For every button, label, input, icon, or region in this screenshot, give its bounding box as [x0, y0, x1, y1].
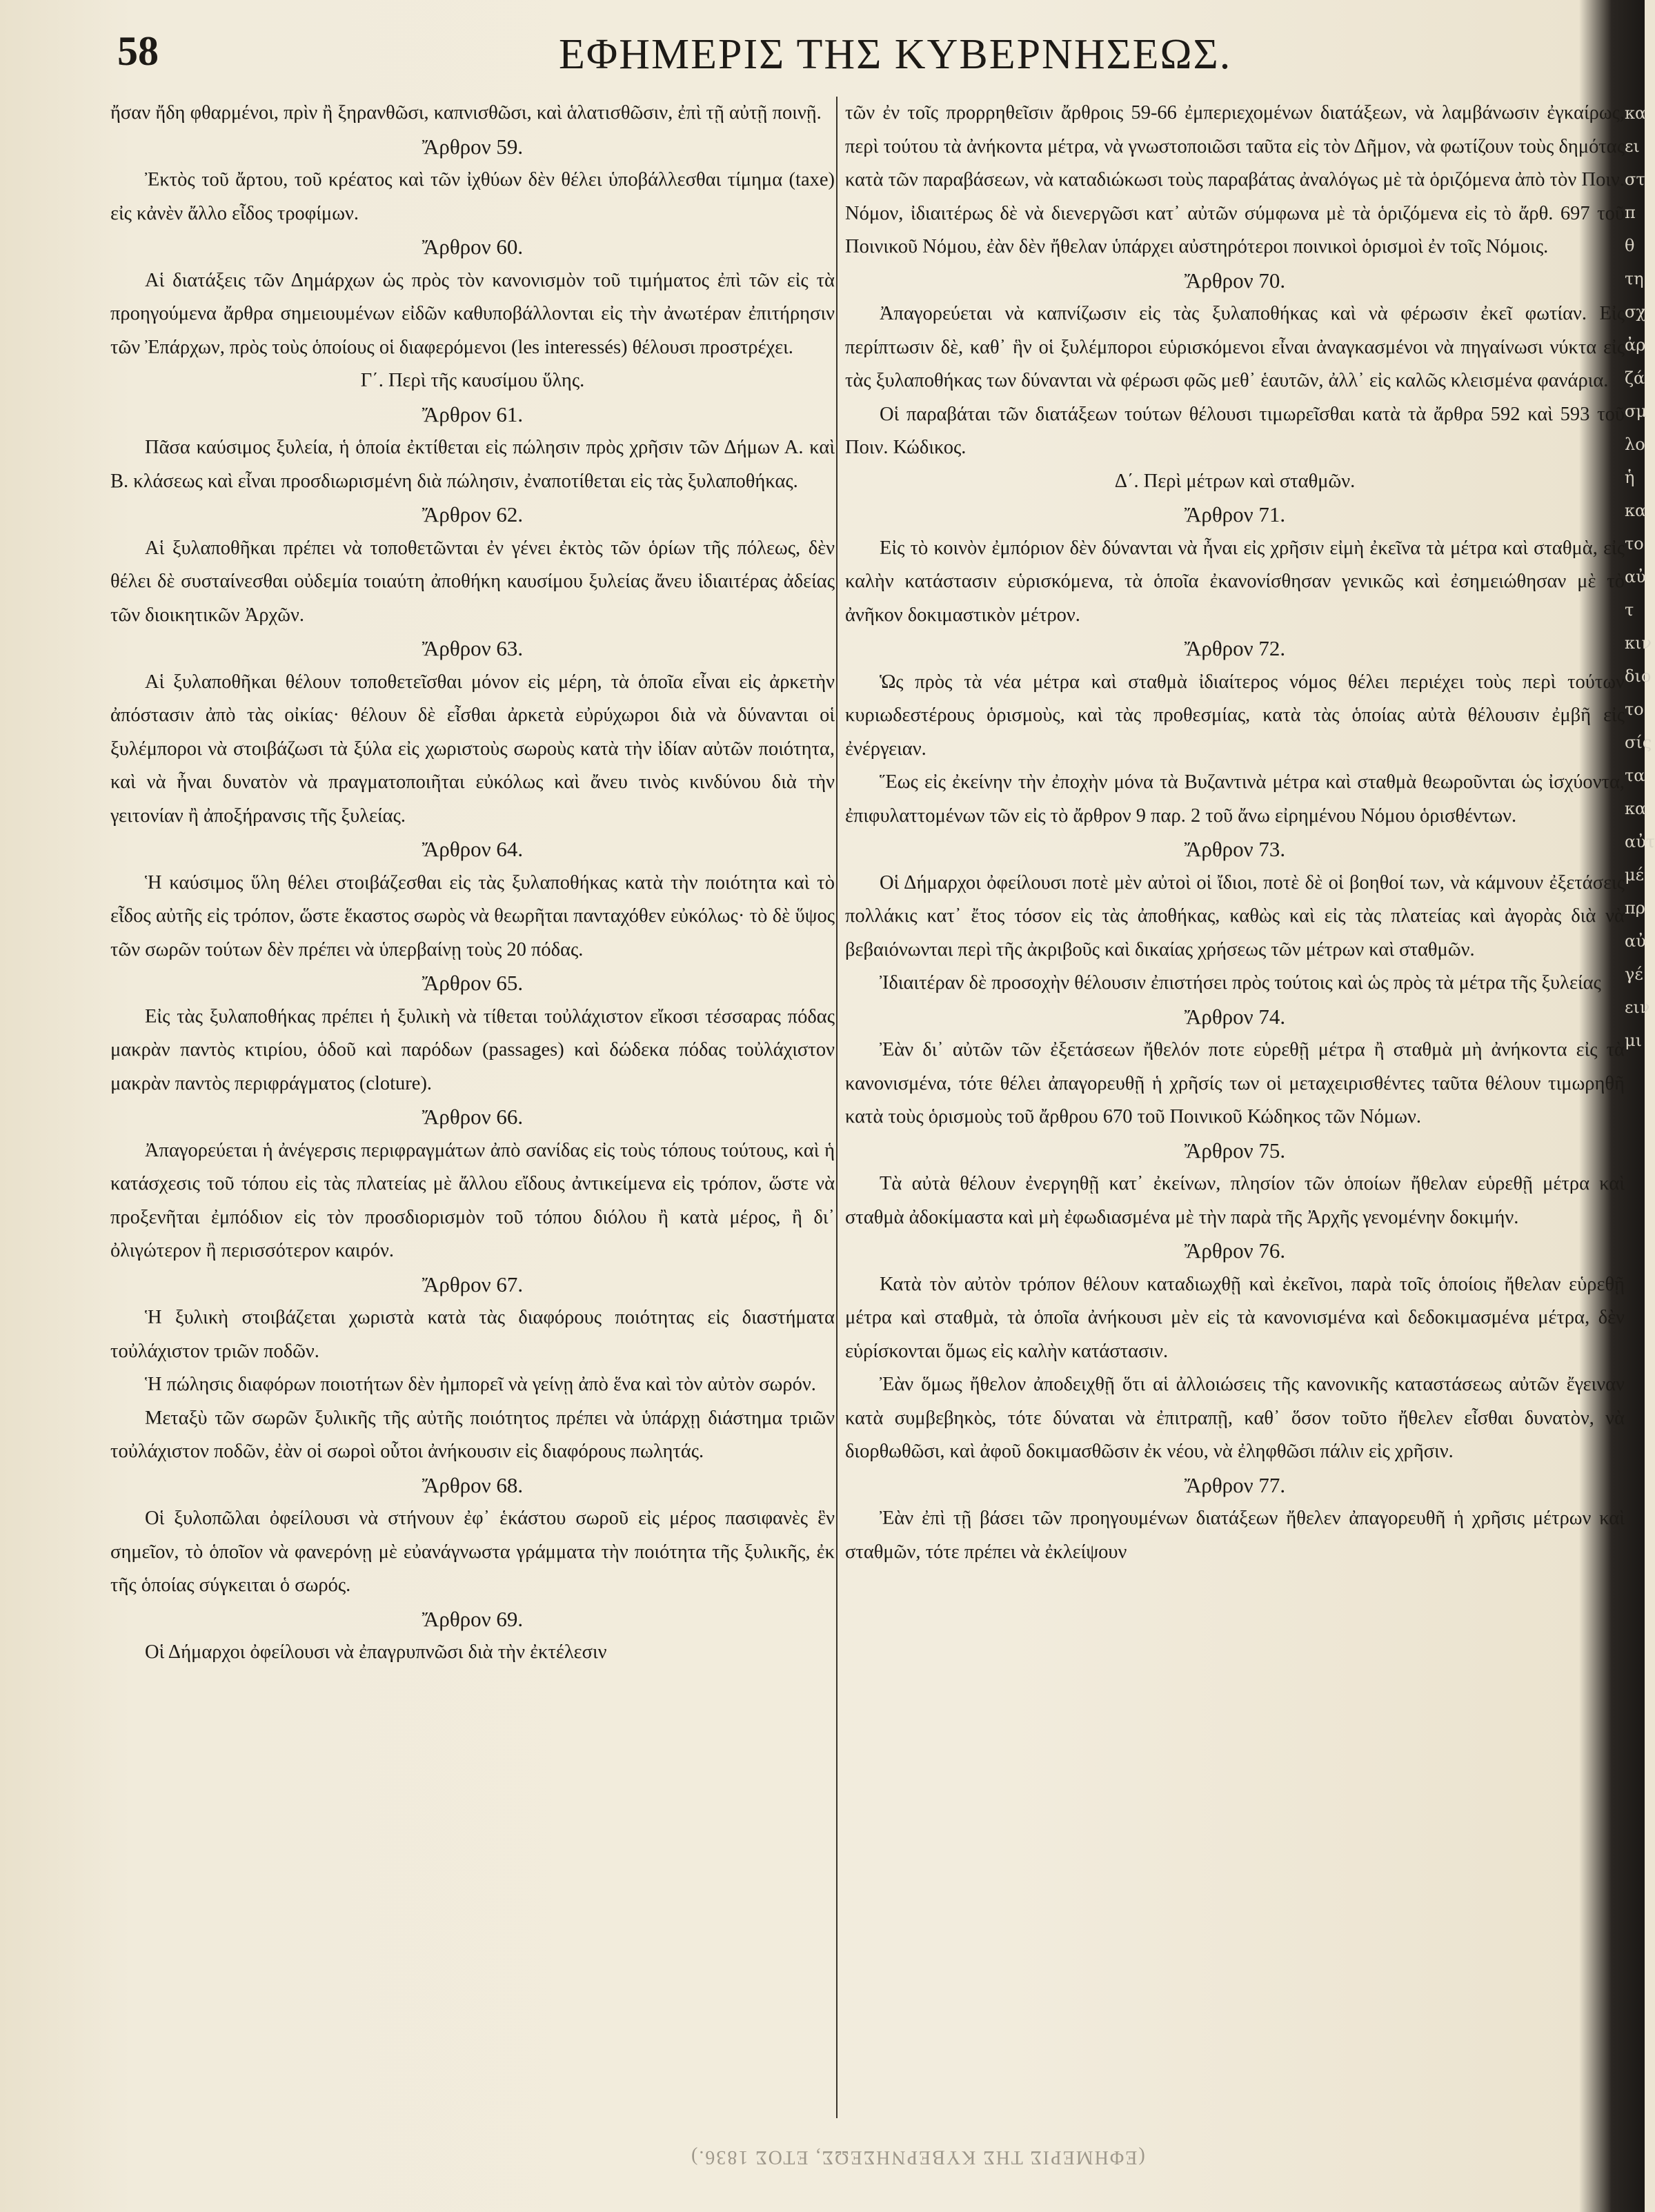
adjacent-page-edge [1625, 97, 1655, 2139]
paragraph: Ἡ πώλησις διαφόρων ποιοτήτων δὲν ἠμπορεῖ νὰ γείνῃ ἀπὸ ἕνα καὶ τὸν αὐτὸν σωρόν. [145, 1374, 816, 1395]
edge-fragment: μι [1625, 1031, 1643, 1050]
edge-fragment: κα [1625, 799, 1647, 818]
edge-fragment: τ [1625, 600, 1634, 620]
article-heading: Ἄρθρον 68. [422, 1472, 524, 1497]
edge-fragment: αὐ [1625, 567, 1646, 586]
paragraph: Ἐὰν δι᾽ αὐτῶν τῶν ἐξετάσεων ἤθελόν ποτε εὑρεθῇ μέτρα ἢ σταθμὰ μὴ ἀνήκοντα εἰς τὰ κανονισμένα, τότε θέλει ἀπαγορευθῇ ἡ χρῆσίς των οἱ μεταχειρισθέντες ταῦτα θέλουν τιμωρηθῆ κατὰ τοὺς ὁρισμοὺς τοῦ ἄρθρου 670 τοῦ Ποινικοῦ Κώδηκος τῶν Νόμων. [845, 1039, 1625, 1127]
column-divider [836, 97, 838, 2118]
paragraph: Ὡς πρὸς τὰ νέα μέτρα καὶ σταθμὰ ἰδιαίτερος νόμος θέλει περιέχει τοὺς περὶ τούτων κυριωδεστέρους ὁρισμοὺς, καὶ τὰς προθεσμίας, κατὰ τὰς ὁποίας αὐτὰ θέλουσιν ἐμβῆ εἰς ἐνέργειαν. [845, 671, 1625, 760]
paragraph: Αἱ ξυλαποθῆκαι πρέπει νὰ τοποθετῶνται ἐν γένει ἐκτὸς τῶν ὁρίων τῆς πόλεως, δὲν θέλει δὲ συσταίνεσθαι οὐδεμία τοιαύτη ἀποθήκη καυσίμου ξυλείας ἄνευ ἰδιαιτέρας ἀδείας τῶν διοικητικῶν Ἀρχῶν. [110, 537, 835, 626]
paragraph: Ἡ καύσιμος ὕλη θέλει στοιβάζεσθαι εἰς τὰς ξυλαποθήκας κατὰ τὴν ποιότητα καὶ τὸ εἶδος αὐτῆς εἰς τρόπον, ὥστε ἕκαστος σωρὸς νὰ θεωρῆται πανταχόθεν εὐκόλως· τὸ δὲ ὕψος τῶν σωρῶν τούτων δὲν πρέπει νὰ ὑπερβαίνῃ τοὺς 20 πόδας. [110, 871, 835, 960]
bleed-through-text: (ΕΦΗΜΕΡΙΣ ΤΗΣ ΚΥΒΕΡΝΗΣΕΩΣ, ΕΤΟΣ 1836.) [690, 2146, 1145, 2168]
edge-fragment: τη [1625, 269, 1644, 288]
edge-fragment: ζά [1625, 368, 1645, 388]
section-heading: Δ΄. Περὶ μέτρων καὶ σταθμῶν. [1114, 470, 1356, 492]
edge-fragment: ειν [1625, 998, 1650, 1017]
paragraph-continued: ἤσαν ἤδη φθαρμένοι, πρὶν ἢ ξηρανθῶσι, καπνισθῶσι, καὶ ἁλατισθῶσιν, ἐπὶ τῇ αὐτῇ ποινῇ. [110, 102, 822, 124]
edge-fragment: σίς [1625, 733, 1652, 752]
paragraph: Ἀπαγορεύεται νὰ καπνίζωσιν εἰς τὰς ξυλαποθήκας καὶ νὰ φέρωσιν ἐκεῖ φωτίαν. Εἰς περίπτωσιν δὲ, καθ᾽ ἣν οἱ ξυλέμποροι εὑρισκόμενοι εἶναι ἀναγκασμένοι νὰ πηγαίνωσι νύκτα εἰς τὰς ξυλαποθήκας των δύνανται νὰ φέρωσι φῶς μεθ᾽ ἑαυτῶν, ἀλλ᾽ εἰς καλῶς κλεισμένα φανάρια. [845, 303, 1625, 391]
page-header [103, 21, 1552, 103]
edge-fragment: μέ [1625, 865, 1645, 885]
article-heading: Ἄρθρον 70. [1184, 268, 1286, 293]
page-number: 58 [117, 28, 159, 74]
article-heading: Ἄρθρον 74. [1184, 1004, 1286, 1029]
paragraph: Οἱ παραβάται τῶν διατάξεων τούτων θέλουσι τιμωρεῖσθαι κατὰ τὰ ἄρθρα 592 καὶ 593 τοῦ Ποιν. Κώδικος. [845, 403, 1625, 458]
edge-fragment: διο [1625, 666, 1652, 686]
edge-fragment: πρ [1625, 898, 1645, 918]
section-heading: Γ΄. Περὶ τῆς καυσίμου ὕλης. [360, 370, 585, 391]
edge-fragment: το [1625, 534, 1644, 553]
article-heading: Ἄρθρον 72. [1184, 636, 1286, 660]
article-heading: Ἄρθρον 73. [1184, 837, 1286, 861]
edge-fragment: ει [1625, 137, 1640, 156]
edge-fragment: κα [1625, 103, 1647, 123]
edge-fragment: λο [1625, 435, 1645, 454]
edge-fragment: αὐτ [1625, 832, 1655, 851]
edge-fragment: σμ [1625, 402, 1647, 421]
article-heading: Ἄρθρον 76. [1184, 1238, 1286, 1263]
paragraph: Οἱ ξυλοπῶλαι ὀφείλουσι νὰ στήνουν ἐφ᾽ ἑκάστου σωροῦ εἰς μέρος πασιφανὲς ἓν σημεῖον, τὸ ὁποῖον νὰ φανερόνῃ μὲ εὐανάγνωστα γράμματα τὴν ποιότητα τῆς ξυλικῆς, ἐκ τῆς ὁποίας σύγκειται ὁ σωρός. [110, 1508, 835, 1596]
paragraph: Ἰδιαιτέραν δὲ προσοχὴν θέλουσιν ἐπιστήσει πρὸς τούτοις καὶ ὡς πρὸς τὰ μέτρα τῆς ξυλείας [880, 972, 1601, 994]
paragraph: Τὰ αὐτὰ θέλουν ἐνεργηθῇ κατ᾽ ἐκείνων, πλησίον τῶν ὁποίων ἤθελαν εὑρεθῇ μέτρα καὶ σταθμὰ ἀδοκίμαστα καὶ μὴ ἐφωδιασμένα μὲ τὴν παρὰ τῆς Ἀρχῆς γενομένην δοκιμήν. [845, 1173, 1625, 1228]
article-heading: Ἄρθρον 66. [422, 1105, 524, 1129]
edge-fragment: π [1625, 203, 1636, 222]
paragraph: Μεταξὺ τῶν σωρῶν ξυλικῆς τῆς αὐτῆς ποιότητος πρέπει νὰ ὑπάρχῃ διάστημα τριῶν τοὐλάχιστον ποδῶν, ἐὰν οἱ σωροὶ οὗτοι ἀνήκουσιν εἰς διαφόρους πωλητάς. [110, 1407, 835, 1462]
paragraph: Εἰς τὰς ξυλαποθήκας πρέπει ἡ ξυλικὴ νὰ τίθεται τοὐλάχιστον εἴκοσι τέσσαρας πόδας μακρὰν παντὸς κτιρίου, ὁδοῦ καὶ παρόδων (passages) καὶ δώδεκα πόδας τοὐλάχιστον μακρὰν παντὸς περιφράγματος (cloture). [110, 1005, 835, 1094]
article-heading: Ἄρθρον 75. [1184, 1138, 1286, 1163]
article-heading: Ἄρθρον 63. [422, 636, 524, 660]
article-heading: Ἄρθρον 65. [422, 971, 524, 995]
journal-title: ΕΦΗΜΕΡΙΣ ΤΗΣ ΚΥΒΕΡΝΗΣΕΩΣ. [559, 31, 1232, 78]
paragraph: Κατὰ τὸν αὐτὸν τρόπον θέλουν καταδιωχθῇ καὶ ἐκεῖνοι, παρὰ τοῖς ὁποίοις ἤθελαν εὑρεθῇ μέτρα καὶ σταθμὰ, τὰ ὁποῖα ἀνήκουσι μὲν εἰς τὰ κανονισμένα καὶ δεδοκιμασμένα μέτρα, δὲν εὑρίσκονται ὅμως εἰς καλὴν κατάστασιν. [845, 1273, 1625, 1362]
paragraph: Ἐκτὸς τοῦ ἄρτου, τοῦ κρέατος καὶ τῶν ἰχθύων δὲν θέλει ὑποβάλλεσθαι τίμημα (taxe) εἰς κἀνὲν ἄλλο εἶδος τροφίμων. [110, 169, 835, 224]
edge-fragment: γέ [1625, 965, 1643, 984]
paragraph: Εἰς τὸ κοινὸν ἐμπόριον δὲν δύνανται νὰ ἦναι εἰς χρῆσιν εἰμὴ ἐκεῖνα τὰ μέτρα καὶ σταθμὰ, εἰς καλὴν κατάστασιν εὑρισκόμενα, τὰ ὁποῖα ἐκανονίσθησαν γενικῶς καὶ ἐσημειώθησαν μὲ τὸ ἀνῆκον δοκιμαστικὸν μέτρον. [845, 537, 1625, 626]
article-heading: Ἄρθρον 62. [422, 502, 524, 526]
edge-fragment: τα [1625, 766, 1645, 785]
article-heading: Ἄρθρον 61. [422, 402, 524, 426]
edge-fragment: ἀρ [1625, 335, 1646, 355]
edge-fragment: αὐ [1625, 931, 1646, 951]
left-column [110, 97, 835, 2139]
paragraph: Αἱ ξυλαποθῆκαι θέλουν τοποθετεῖσθαι μόνον εἰς μέρη, τὰ ὁποῖα εἶναι εἰς ἀρκετὴν ἀπόστασιν ἀπὸ τὰς οἰκίας· θέλουν δὲ εἶσθαι ἀρκετὰ εὐρύχωροι διὰ νὰ δύνανται οἱ ξυλέμποροι νὰ στοιβάζωσι τὰ ξύλα εἰς χωριστοὺς σωροὺς κατὰ τὴν ἰδίαν αὐτῶν ποιότητα, καὶ νὰ ἦναι δυνατὸν νὰ πραγματοποιῆται εὐκόλως καὶ ἄνευ τινὸς κινδύνου διὰ τὴν γειτονίαν ἢ ἀποξήρανσις τῆς ξυλείας. [110, 671, 835, 827]
paragraph-continued: τῶν ἐν τοῖς προρρηθεῖσιν ἄρθροις 59-66 ἐμπεριεχομένων διατάξεων, νὰ λαμβάνωσιν ἐγκαίρως, περὶ τούτου τὰ ἀνήκοντα μέτρα, νὰ γνωστοποιῶσι ταῦτα εἰς τὸν Δῆμον, νὰ φωτίζουν τοὺς δημότας κατὰ τῶν παραβάσεων, νὰ καταδιώκωσι τοὺς παραβάτας ἀναλόγως μὲ τὰ ὁριζόμενα ἀπὸ τὸν Ποιν. Νόμον, ἰδιαιτέρως δὲ νὰ διενεργῶσι κατ᾽ αὐτῶν σύμφωνα μὲ τὰ ὁριζόμενα εἰς τὸ ἄρθ. 697 τοῦ Ποινικοῦ Νόμου, ἐὰν δὲν ἤθελαν ὑπάρχει αὐστηρότεροι ποινικοὶ ὁρισμοὶ ἐν τοῖς Νόμοις. [845, 102, 1625, 257]
edge-fragment: στ [1625, 170, 1645, 189]
article-heading: Ἄρθρον 59. [422, 134, 524, 159]
edge-fragment: κιν [1625, 633, 1652, 653]
edge-fragment: θ [1625, 236, 1635, 255]
right-column [845, 97, 1625, 2139]
edge-fragment: το [1625, 700, 1644, 719]
article-heading: Ἄρθρον 69. [422, 1606, 524, 1631]
article-heading: Ἄρθρον 77. [1184, 1472, 1286, 1497]
paragraph: Ἀπαγορεύεται ἡ ἀνέγερσις περιφραγμάτων ἀπὸ σανίδας εἰς τοὺς τόπους τούτους, καὶ ἡ κατάσχεσις τοῦ τόπου εἰς τὰς πλατείας μὲ ἄλλου εἴδους ἀντικείμενα εἰς τρόπον, ὥστε νὰ προξενῆται ἐμπόδιον εἰς τὸν προσδιορισμὸν τοῦ τόπου διόλου ἢ κατὰ μέρος, ἢ δι᾽ ὀλιγώτερον ἢ περισσότερον καιρόν. [110, 1139, 835, 1261]
paragraph: Οἱ Δήμαρχοι ὀφείλουσι ποτὲ μὲν αὐτοὶ οἱ ἴδιοι, ποτὲ δὲ οἱ βοηθοί των, νὰ κάμνουν ἐξετάσεις πολλάκις κατ᾽ ἔτος τόσον εἰς τὰς ἀποθήκας, καθὼς καὶ εἰς τὰς πλατείας καὶ ἀγορὰς διὰ νὰ βεβαιόνωνται περὶ τῆς ἀκριβοῦς καὶ δικαίας χρήσεως τῶν μέτρων καὶ σταθμῶν. [845, 871, 1625, 960]
paragraph: Ἐὰν ἐπὶ τῇ βάσει τῶν προηγουμένων διατάξεων ἤθελεν ἀπαγορευθῆ ἡ χρῆσις μέτρων καὶ σταθμῶν, τότε πρέπει νὰ ἐκλείψουν [845, 1508, 1625, 1563]
paragraph: Πᾶσα καύσιμος ξυλεία, ἡ ὁποία ἐκτίθεται εἰς πώλησιν πρὸς χρῆσιν τῶν Δήμων Α. καὶ Β. κλάσεως καὶ εἶναι προσδιωρισμένη διὰ πώλησιν, ἐναποτίθεται εἰς τὰς ξυλαποθήκας. [110, 437, 835, 492]
article-heading: Ἄρθρον 67. [422, 1272, 524, 1296]
paragraph: Ἐὰν ὅμως ἤθελον ἀποδειχθῇ ὅτι αἱ ἀλλοιώσεις τῆς κανονικῆς καταστάσεως αὐτῶν ἔγειναν κατὰ συμβεβηκὸς, τότε δύναται νὰ ἐπιτραπῇ, καθ᾽ ὅσον τοῦτο ἤθελεν εἶσθαι δυνατὸν, νὰ διορθωθῶσι, καὶ ἀφοῦ δοκιμασθῶσιν ἐκ νέου, νὰ ἐληφθῶσι πάλιν εἰς χρῆσιν. [845, 1374, 1625, 1462]
paragraph: Οἱ Δήμαρχοι ὀφείλουσι νὰ ἐπαγρυπνῶσι διὰ τὴν ἐκτέλεσιν [145, 1641, 607, 1663]
article-heading: Ἄρθρον 71. [1184, 502, 1286, 526]
paragraph: Ἡ ξυλικὴ στοιβάζεται χωριστὰ κατὰ τὰς διαφόρους ποιότητας εἰς διαστήματα τοὐλάχιστον τριῶν ποδῶν. [110, 1307, 835, 1362]
edge-fragment: σχ [1625, 302, 1646, 322]
paragraph: Ἕως εἰς ἐκείνην τὴν ἐποχὴν μόνα τὰ Βυζαντινὰ μέτρα καὶ σταθμὰ θεωροῦνται ὡς ἰσχύοντα, ἐπιφυλαττομένων τῶν εἰς τὸ ἄρθρον 9 παρ. 2 τοῦ ἄνω εἰρημένου Νόμου ὁρισθέντων. [845, 771, 1625, 827]
edge-fragment: ἡ [1625, 468, 1635, 487]
edge-fragment: κα [1625, 501, 1647, 520]
paragraph: Αἱ διατάξεις τῶν Δημάρχων ὡς πρὸς τὸν κανονισμὸν τοῦ τιμήματος ἐπὶ τῶν εἰς τὰ προηγούμενα ἄρθρα σημειουμένων εἰδῶν καθυποβάλλονται εἰς τὴν ἀνωτέραν ἐπιτήρησιν τῶν Ἐπάρχων, πρὸς τοὺς ὁποίους οἱ διαφερόμενοι (les interessés) θέλουσι προστρέχει. [110, 269, 835, 358]
article-heading: Ἄρθρον 60. [422, 235, 524, 259]
article-heading: Ἄρθρον 64. [422, 837, 524, 861]
